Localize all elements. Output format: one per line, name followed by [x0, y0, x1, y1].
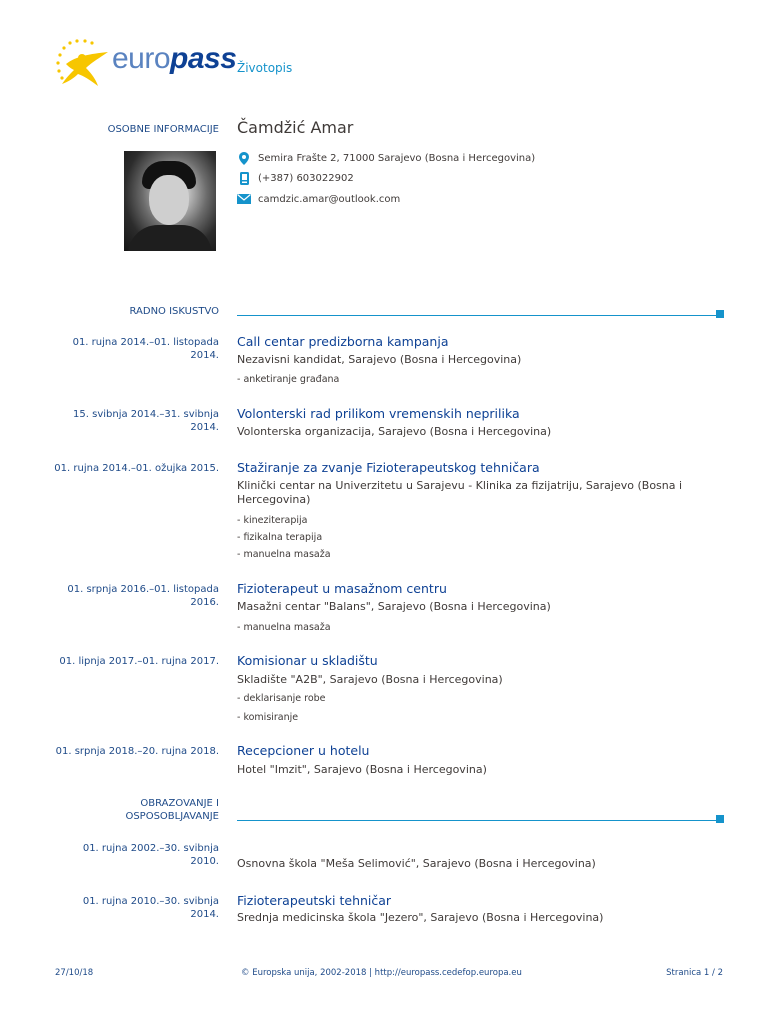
entry-title: Recepcioner u hotelu — [237, 743, 370, 758]
entry-title: Fizioterapeut u masažnom centru — [237, 581, 447, 596]
entry-date: 01. rujna 2014.–01. listopada 2014. — [72, 337, 219, 361]
entry-bullet: - kineziterapija — [237, 515, 308, 526]
entry-bullet: - komisiranje — [237, 712, 299, 723]
entry-date: 01. rujna 2014.–01. ožujka 2015. — [54, 463, 219, 474]
entry-date: 01. lipnja 2017.–01. rujna 2017. — [59, 656, 219, 667]
entry-organization: Klinički centar na Univerzitetu u Sarajevu - Klinika za fizijatriju, Sarajevo (Bosna i Hercegovina) — [237, 479, 683, 506]
education-label: OBRAZOVANJE I OSPOSOBLJAVANJE — [125, 798, 219, 822]
entry-date: 01. rujna 2010.–30. svibnja 2014. — [82, 896, 219, 920]
entry-title: Fizioterapeutski tehničar — [237, 893, 392, 908]
contact-phone — [237, 170, 354, 186]
entry-organization: Masažni centar "Balans", Sarajevo (Bosna i Hercegovina) — [237, 600, 551, 613]
entry-date: 01. rujna 2002.–30. svibnja 2010. — [82, 843, 219, 867]
entry-organization: Volonterska organizacija, Sarajevo (Bosna i Hercegovina) — [237, 425, 552, 438]
document-type: Životopis — [237, 61, 293, 75]
profile-photo — [124, 151, 216, 251]
entry-title: Volonterski rad prilikom vremenskih neprilika — [237, 406, 520, 421]
footer-copyright[interactable]: © Europska unija, 2002-2018 | http://europass.cedefop.europa.eu — [241, 968, 522, 978]
section-divider — [237, 309, 724, 319]
entry-organization: Nezavisni kandidat, Sarajevo (Bosna i Hercegovina) — [237, 353, 522, 366]
contact-email — [237, 191, 400, 207]
phone-text: (+387) 603022902 — [258, 172, 354, 184]
location-pin-icon — [237, 151, 251, 165]
footer-date: 27/10/18 — [55, 968, 94, 978]
europass-logo — [52, 38, 237, 90]
mobile-phone-icon — [237, 171, 251, 185]
entry-organization: Osnovna škola "Meša Selimović", Sarajevo (Bosna i Hercegovina) — [237, 857, 596, 870]
personal-info-label: OSOBNE INFORMACIJE — [107, 124, 219, 135]
entry-bullet: - fizikalna terapija — [237, 532, 323, 543]
contact-address — [237, 150, 535, 166]
entry-title: Komisionar u skladištu — [237, 653, 378, 668]
entry-date: 01. srpnja 2018.–20. rujna 2018. — [55, 746, 219, 757]
entry-organization: Skladište "A2B", Sarajevo (Bosna i Hercegovina) — [237, 673, 503, 686]
entry-bullet: - anketiranje građana — [237, 374, 340, 385]
entry-date: 01. srpnja 2016.–01. listopada 2016. — [67, 584, 219, 608]
address-text: Semira Frašte 2, 71000 Sarajevo (Bosna i Hercegovina) — [258, 152, 536, 164]
entry-title: Stažiranje za zvanje Fizioterapeutskog tehničara — [237, 460, 540, 475]
work-experience-label: RADNO ISKUSTVO — [129, 306, 219, 317]
entry-organization: Srednja medicinska škola "Jezero", Sarajevo (Bosna i Hercegovina) — [237, 911, 604, 924]
envelope-icon — [237, 192, 251, 206]
footer-page-number: Stranica 1 / 2 — [666, 968, 723, 978]
entry-bullet: - manuelna masaža — [237, 622, 331, 633]
entry-date: 15. svibnja 2014.–31. svibnja 2014. — [73, 409, 219, 433]
person-name: Čamdžić Amar — [237, 118, 354, 137]
entry-bullet: - manuelna masaža — [237, 549, 331, 560]
logo-wordmark: europass — [112, 42, 237, 75]
email-text[interactable]: camdzic.amar@outlook.com — [258, 193, 401, 205]
entry-bullet: - deklarisanje robe — [237, 693, 326, 704]
entry-title: Call centar predizborna kampanja — [237, 334, 449, 349]
section-divider — [237, 814, 724, 824]
europass-figure-icon — [52, 38, 114, 90]
entry-organization: Hotel "Imzit", Sarajevo (Bosna i Hercegovina) — [237, 763, 487, 776]
